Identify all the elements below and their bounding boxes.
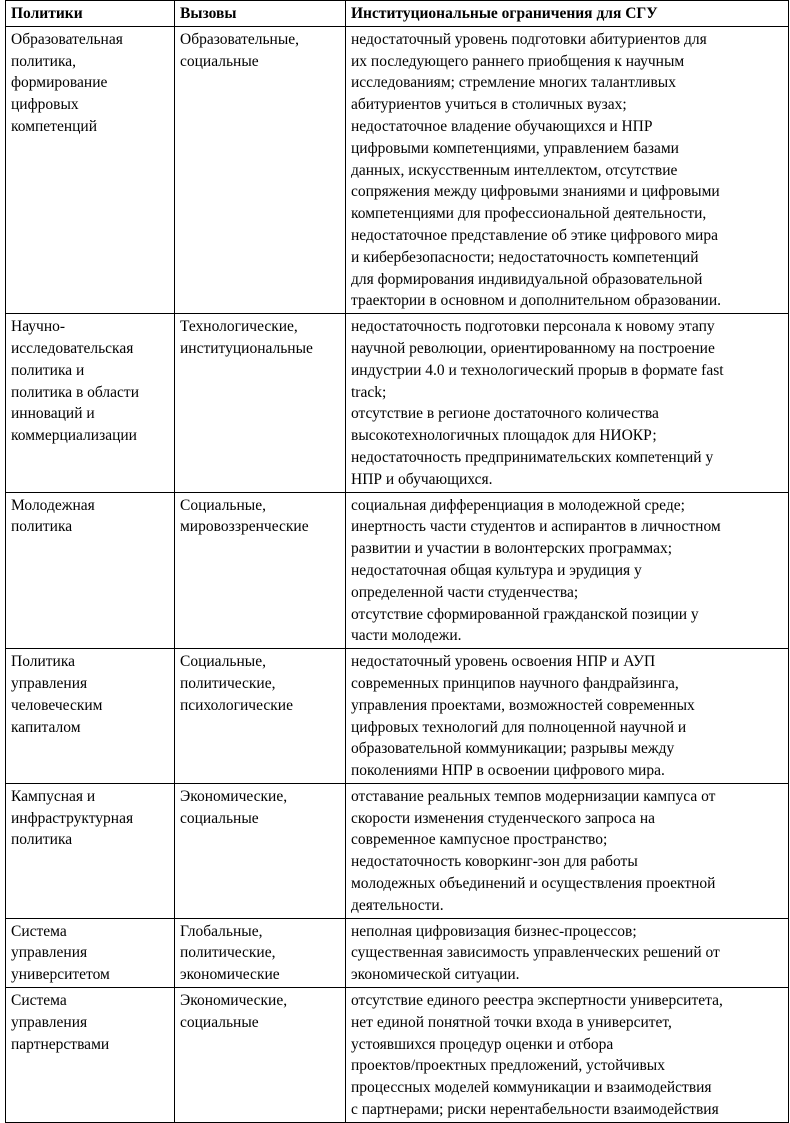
- cell-text-line: политика в области: [11, 383, 139, 401]
- constraints-cell: [346, 988, 789, 1123]
- cell-text-line: высокотехнологичных площадок для НИОКР;: [351, 427, 657, 445]
- challenges-cell: [175, 649, 346, 784]
- cell-text-line: Глобальные,: [180, 922, 263, 940]
- cell-text-line: исследовательская: [11, 339, 134, 357]
- cell-text-line: недостаточное владение обучающихся и НПР: [351, 117, 653, 135]
- cell-text-line: с партнерами; риски нерентабельности взаимодействия: [351, 1101, 719, 1119]
- cell-text-line: отсутствие единого реестра экспертности университета,: [351, 992, 723, 1010]
- challenges-cell: [175, 783, 346, 918]
- table-row: [6, 918, 789, 987]
- cell-text-line: человеческим: [11, 696, 103, 714]
- cell-text-line: цифровыми компетенциями, управлением базами: [351, 139, 679, 157]
- cell-text-line: Образовательная: [11, 30, 123, 48]
- cell-text-line: формирование: [11, 74, 108, 92]
- cell-text-line: Система: [11, 922, 67, 940]
- cell-text-line: Научно-: [11, 318, 66, 336]
- cell-text-line: социальные: [180, 809, 259, 827]
- table-row: [6, 492, 789, 649]
- cell-text-line: НПР и обучающихся.: [351, 470, 493, 488]
- cell-text-line: отсутствие сформированной гражданской позиции у: [351, 605, 699, 623]
- header-constraints: Институциональные ограничения для СГУ: [346, 1, 789, 27]
- cell-text-line: институциональные: [180, 339, 313, 357]
- cell-text-line: Система: [11, 992, 67, 1010]
- table-row: [6, 314, 789, 492]
- policy-cell: [6, 314, 175, 492]
- cell-text-line: управления: [11, 674, 88, 692]
- challenges-cell: [175, 314, 346, 492]
- cell-text-line: Молодежная: [11, 496, 95, 514]
- table-row: [6, 649, 789, 784]
- cell-text-line: определенной части студенчества;: [351, 583, 579, 601]
- cell-text-line: современных принципов научного фандрайзинга,: [351, 674, 679, 692]
- cell-text-line: образовательной коммуникации; разрывы между: [351, 740, 675, 758]
- cell-text-line: коммерциализации: [11, 427, 137, 445]
- cell-text-line: деятельности.: [351, 896, 444, 914]
- cell-text-line: компетенций: [11, 117, 98, 135]
- table-header-row: [6, 1, 789, 27]
- cell-text-line: траектории в основном и дополнительном образовании.: [351, 292, 722, 310]
- constraints-cell: [346, 492, 789, 649]
- cell-text-line: социальная дифференциация в молодежной среде;: [351, 496, 685, 514]
- cell-text-line: Технологические,: [180, 318, 298, 336]
- cell-text-line: социальные: [180, 52, 259, 70]
- cell-text-line: данных, искусственным интеллектом, отсутствие: [351, 161, 678, 179]
- cell-text-line: университетом: [11, 966, 110, 984]
- cell-text-line: отсутствие в регионе достаточного количества: [351, 405, 659, 423]
- cell-text-line: психологические: [180, 696, 293, 714]
- cell-text-line: мировоззренческие: [180, 518, 309, 536]
- cell-text-line: Кампусная и: [11, 787, 96, 805]
- policy-cell: [6, 783, 175, 918]
- cell-text-line: экономические: [180, 966, 280, 984]
- cell-text-line: недостаточное представление об этике цифрового мира: [351, 226, 718, 244]
- challenges-cell: [175, 26, 346, 313]
- cell-text-line: Социальные,: [180, 496, 266, 514]
- cell-text-line: цифровых: [11, 96, 79, 114]
- cell-text-line: инертность части студентов и аспирантов в личностном: [351, 518, 721, 536]
- cell-text-line: устоявшихся процедур оценки и отбора: [351, 1035, 614, 1053]
- policy-cell: [6, 26, 175, 313]
- constraints-cell: [346, 649, 789, 784]
- cell-text-line: недостаточная общая культура и эрудиция у: [351, 561, 642, 579]
- cell-text-line: абитуриентов учиться в столичных вузах;: [351, 96, 627, 114]
- constraints-cell: [346, 26, 789, 313]
- cell-text-line: недостаточность подготовки персонала к новому этапу: [351, 318, 715, 336]
- constraints-cell: [346, 783, 789, 918]
- cell-text-line: и кибербезопасности; недостаточность компетенций: [351, 248, 699, 266]
- cell-text-line: капиталом: [11, 718, 81, 736]
- policy-cell: [6, 492, 175, 649]
- cell-text-line: поколениями НПР в освоении цифрового мира.: [351, 762, 665, 780]
- cell-text-line: цифровых технологий для полноценной научной и: [351, 718, 687, 736]
- cell-text-line: процессных моделей коммуникации и взаимодействия: [351, 1079, 712, 1097]
- cell-text-line: индустрии 4.0 и технологический прорыв в формате fast: [351, 361, 724, 379]
- constraints-cell: [346, 918, 789, 987]
- table-row: [6, 783, 789, 918]
- cell-text-line: инноваций и: [11, 405, 95, 423]
- header-challenges: Вызовы: [175, 1, 346, 27]
- cell-text-line: недостаточный уровень освоения НПР и АУП: [351, 653, 656, 671]
- cell-text-line: существенная зависимость управленческих решений от: [351, 944, 720, 962]
- cell-text-line: политические,: [180, 674, 276, 692]
- cell-text-line: политические,: [180, 944, 276, 962]
- cell-text-line: Экономические,: [180, 787, 288, 805]
- cell-text-line: проектов/проектных предложений, устойчивых: [351, 1057, 665, 1075]
- cell-text-line: Образовательные,: [180, 30, 300, 48]
- cell-text-line: политика и: [11, 361, 85, 379]
- cell-text-line: политика,: [11, 52, 76, 70]
- cell-text-line: молодежных объединений и осуществления проектной: [351, 875, 716, 893]
- cell-text-line: управления: [11, 1013, 88, 1031]
- cell-text-line: части молодежи.: [351, 627, 462, 645]
- cell-text-line: скорости изменения студенческого запроса на: [351, 809, 656, 827]
- table-row: [6, 26, 789, 313]
- policy-cell: [6, 918, 175, 987]
- cell-text-line: политика: [11, 518, 73, 536]
- cell-text-line: неполная цифровизация бизнес-процессов;: [351, 922, 637, 940]
- cell-text-line: для формирования индивидуальной образовательной: [351, 270, 703, 288]
- cell-text-line: недостаточность предпринимательских компетенций у: [351, 448, 714, 466]
- cell-text-line: Экономические,: [180, 992, 288, 1010]
- cell-text-line: Социальные,: [180, 653, 266, 671]
- cell-text-line: партнерствами: [11, 1035, 110, 1053]
- cell-text-line: инфраструктурная: [11, 809, 134, 827]
- policy-cell: [6, 988, 175, 1123]
- challenges-cell: [175, 492, 346, 649]
- policies-table: [5, 0, 789, 1123]
- cell-text-line: управления проектами, возможностей современных: [351, 696, 695, 714]
- cell-text-line: Политика: [11, 653, 76, 671]
- cell-text-line: компетенциями для профессиональной деятельности,: [351, 205, 707, 223]
- cell-text-line: недостаточность коворкинг-зон для работы: [351, 853, 638, 871]
- table-row: [6, 988, 789, 1123]
- cell-text-line: исследованиям; стремление многих талантливых: [351, 74, 676, 92]
- header-policies: Политики: [6, 1, 175, 27]
- cell-text-line: развитии и участии в волонтерских программах;: [351, 540, 673, 558]
- table-body: [6, 26, 789, 1122]
- cell-text-line: социальные: [180, 1013, 259, 1031]
- challenges-cell: [175, 918, 346, 987]
- cell-text-line: экономической ситуации.: [351, 966, 520, 984]
- cell-text-line: нет единой понятной точки входа в университет,: [351, 1013, 672, 1031]
- cell-text-line: отставание реальных темпов модернизации кампуса от: [351, 787, 716, 805]
- cell-text-line: современное кампусное пространство;: [351, 831, 608, 849]
- constraints-cell: [346, 314, 789, 492]
- cell-text-line: сопряжения между цифровыми знаниями и цифровыми: [351, 183, 720, 201]
- policy-cell: [6, 649, 175, 784]
- cell-text-line: недостаточный уровень подготовки абитуриентов для: [351, 30, 707, 48]
- cell-text-line: управления: [11, 944, 88, 962]
- cell-text-line: их последующего раннего приобщения к научным: [351, 52, 685, 70]
- challenges-cell: [175, 988, 346, 1123]
- cell-text-line: track;: [351, 383, 387, 401]
- cell-text-line: научной революции, ориентированному на построение: [351, 339, 715, 357]
- cell-text-line: политика: [11, 831, 73, 849]
